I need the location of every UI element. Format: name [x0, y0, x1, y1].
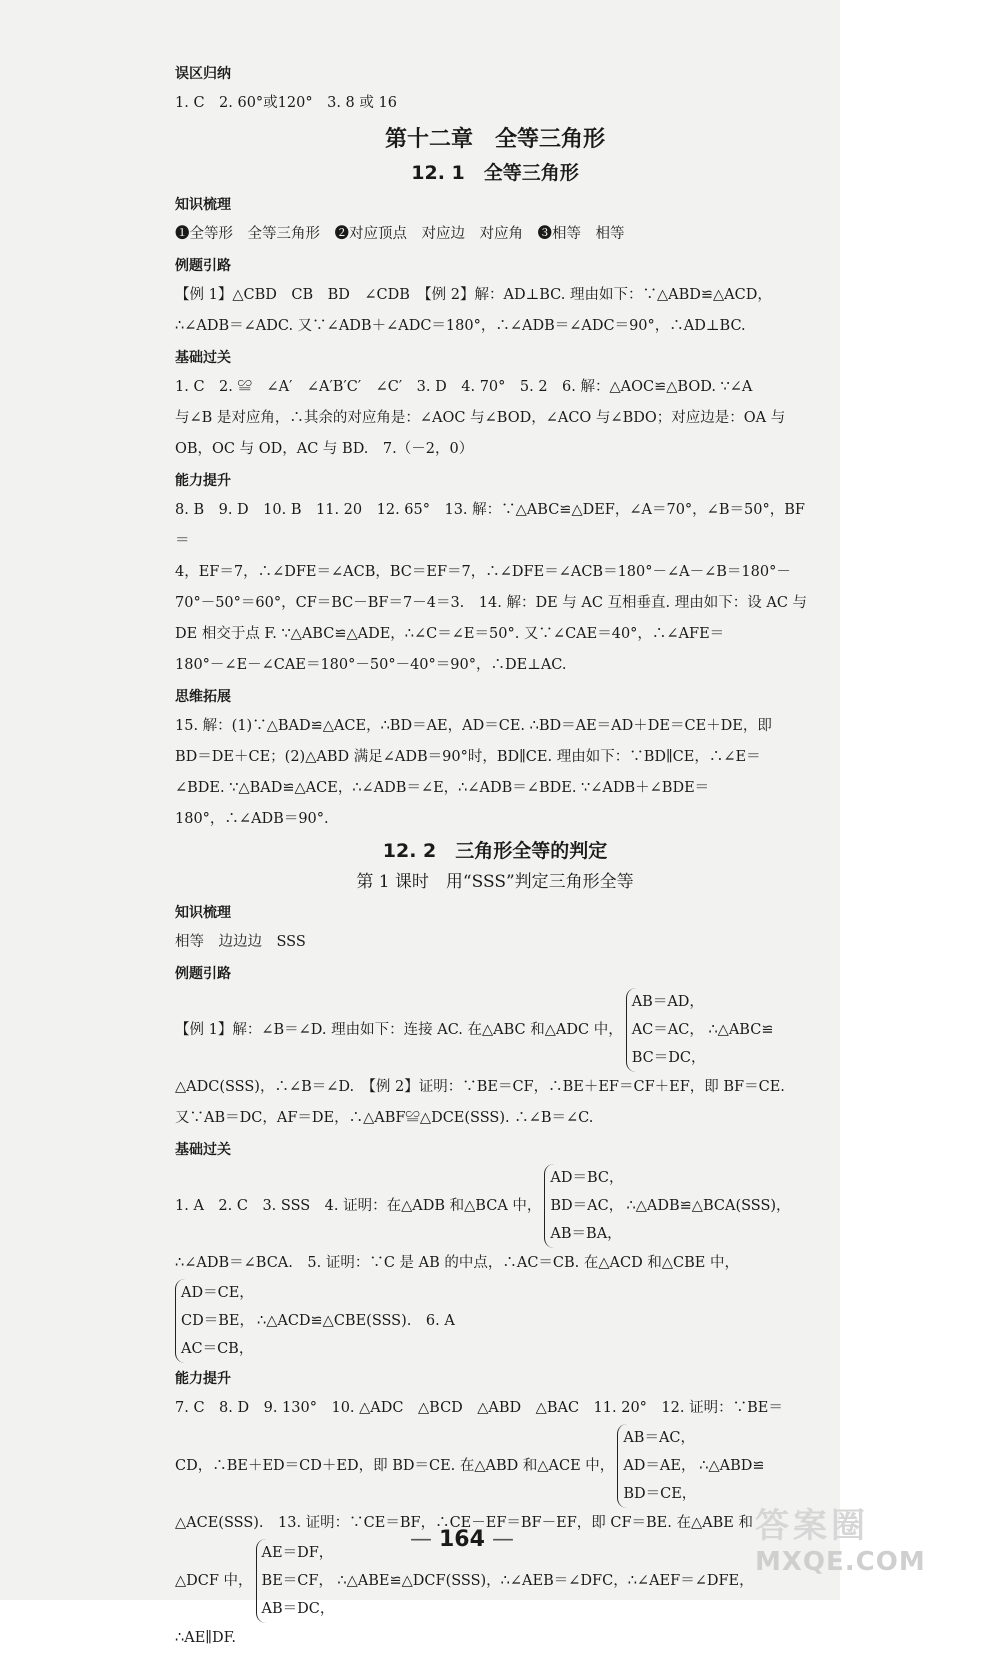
system-line: BD＝AC， — [550, 1198, 624, 1214]
knowledge-heading: 知识梳理 — [175, 197, 231, 213]
equation-system — [544, 1164, 623, 1248]
misc-heading: 误区归纳 — [175, 66, 231, 82]
ability-q13-post: ∴△ABE≌△DCF(SSS)，∴∠AEB＝∠DFC，∴∠AEF＝∠DFE， — [337, 1572, 754, 1589]
system-line: AC＝CB， — [181, 1341, 254, 1357]
thinking-line: BD＝DE＋CE；(2)△ABD 满足∠ADB＝90°时，BD∥CE. 理由如下：∵BD∥CE，∴∠E＝ — [175, 749, 761, 765]
system-line: BE＝CF， — [261, 1573, 333, 1589]
system-line: AD＝BC， — [550, 1170, 624, 1186]
lesson-title: 第 1 课时 用“SSS”判定三角形全等 — [356, 872, 634, 892]
example-1-pre: 【例 1】解：∠B＝∠D. 理由如下：连接 AC. 在△ABC 和△ADC 中， — [175, 1021, 623, 1038]
equation-system — [175, 1279, 254, 1363]
ability-line: 4，EF＝7，∴∠DFE＝∠ACB，BC＝EF＝7，∴∠DFE＝∠ACB＝180°－∠A－∠B＝180°－ — [175, 564, 791, 580]
system-line: AE＝DF， — [261, 1545, 334, 1561]
site-watermark — [755, 1498, 970, 1588]
basic-heading: 基础过关 — [175, 1142, 231, 1158]
basic-heading: 基础过关 — [175, 350, 231, 366]
knowledge-heading: 知识梳理 — [175, 905, 231, 921]
system-line: BC＝DC， — [631, 1050, 706, 1066]
system-line: CD＝BE， — [181, 1313, 254, 1329]
basic-q4-post: ∴△ADB≌△BCA(SSS)， — [626, 1197, 791, 1214]
examples-heading: 例题引路 — [175, 258, 231, 274]
system-line: AB＝AD， — [631, 994, 704, 1010]
basic-line: 与∠B 是对应角，∴其余的对应角是：∠AOC 与∠BOD，∠ACO 与∠BDO；对应边是：OA 与 — [175, 410, 786, 426]
ability-line: DE 相交于点 F. ∵△ABC≌△ADE，∴∠C＝∠E＝50°. 又∵∠CAE＝40°，∴∠AFE＝ — [175, 626, 725, 642]
ability-line: 7. C 8. D 9. 130° 10. △ADC △BCD △ABD △BAC 11. 20° 12. 证明：∵BE＝ — [175, 1400, 783, 1416]
page-number-value: 164 — [439, 1527, 485, 1552]
ability-line: 70°－50°＝60°，CF＝BC－BF＝7－4＝3. 14. 解：DE 与 AC 互相垂直. 理由如下：设 AC 与 — [175, 595, 808, 611]
basic-line: OB，OC 与 OD，AC 与 BD. 7.（－2，0） — [175, 441, 474, 457]
ability-line: △ACE(SSS). 13. 证明：∵CE＝BF，∴CE－EF＝BF－EF，即 CF＝BE. 在△ABE 和 — [175, 1515, 753, 1531]
page-number — [410, 1527, 514, 1552]
equation-system — [617, 1424, 696, 1508]
basic-line: ∴∠ADB＝∠BCA. 5. 证明：∵C 是 AB 的中点，∴AC＝CB. 在△ACD 和△CBE 中， — [175, 1255, 739, 1271]
basic-q4-row — [175, 1164, 815, 1248]
examples-heading: 例题引路 — [175, 966, 231, 982]
section-12-2-title: 12. 2 三角形全等的判定 — [382, 840, 608, 862]
example-1-post: ∴△ABC≌ — [708, 1021, 774, 1038]
examples-line: 又∵AB＝DC，AF＝DE，∴△ABF≌△DCE(SSS). ∴∠B＝∠C. — [175, 1110, 594, 1126]
ability-q12-pre: CD，∴BE＋ED＝CD＋ED，即 BD＝CE. 在△ABD 和△ACE 中， — [175, 1457, 615, 1474]
watermark-logo-text: 答案圈 — [755, 1506, 869, 1546]
ability-line: 180°－∠E－∠CAE＝180°－50°－40°＝90°，∴DE⊥AC. — [175, 657, 567, 673]
ability-line: ∴AE∥DF. — [175, 1630, 237, 1646]
thinking-line: 180°，∴∠ADB＝90°. — [175, 811, 329, 827]
equation-system — [626, 988, 706, 1072]
examples-line: △ADC(SSS)，∴∠B＝∠D. 【例 2】证明：∵BE＝CF，∴BE＋EF＝CF＋EF，即 BF＝CE. — [175, 1079, 785, 1095]
system-line: AD＝AE， — [623, 1458, 696, 1474]
basic-line: 1. C 2. ≌ ∠A′ ∠A′B′C′ ∠C′ 3. D 4. 70° 5. 2 6. 解：△AOC≌△BOD. ∵∠A — [175, 379, 753, 395]
ability-heading: 能力提升 — [175, 473, 231, 489]
knowledge-text: ❶全等形 全等三角形 ❷对应顶点 对应边 对应角 ❸相等 相等 — [175, 226, 625, 242]
ability-line: 8. B 9. D 10. B 11. 20 12. 65° 13. 解：∵△ABC≌△DEF，∠A＝70°，∠B＝50°，BF＝ — [175, 502, 805, 549]
section-12-1-title: 12. 1 全等三角形 — [411, 162, 579, 184]
page-dash-right: — — [491, 1527, 514, 1552]
basic-q5-row — [175, 1279, 815, 1363]
system-line: AB＝BA， — [550, 1226, 622, 1242]
watermark-url: MXQE.COM — [755, 1547, 926, 1577]
example-1-row — [175, 988, 815, 1072]
system-line: BD＝CE， — [623, 1486, 697, 1502]
page-dash-left: — — [410, 1527, 432, 1552]
basic-q5-post: ∴△ACD≌△CBE(SSS). 6. A — [256, 1312, 455, 1329]
ability-q13-pre: △DCF 中， — [175, 1572, 253, 1589]
ability-q12-row — [175, 1424, 815, 1508]
thinking-line: 15. 解：(1)∵△BAD≌△ACE，∴BD＝AE，AD＝CE. ∴BD＝AE＝AD＋DE＝CE＋DE，即 — [175, 718, 772, 734]
thinking-heading: 思维拓展 — [175, 689, 231, 705]
page-content — [175, 58, 815, 1654]
system-line: AD＝CE， — [181, 1285, 254, 1301]
misc-answers: 1. C 2. 60°或120° 3. 8 或 16 — [175, 95, 397, 111]
equation-system — [256, 1539, 335, 1623]
system-line: AC＝AC， — [631, 1022, 704, 1038]
basic-q4-pre: 1. A 2. C 3. SSS 4. 证明：在△ADB 和△BCA 中， — [175, 1197, 542, 1214]
ability-q12-post: ∴△ABD≌ — [699, 1457, 765, 1474]
system-line: AB＝DC， — [261, 1601, 335, 1617]
knowledge-text: 相等 边边边 SSS — [175, 934, 306, 950]
examples-line: ∴∠ADB＝∠ADC. 又∵∠ADB＋∠ADC＝180°，∴∠ADB＝∠ADC＝90°，∴AD⊥BC. — [175, 318, 746, 334]
thinking-line: ∠BDE. ∵△BAD≌△ACE，∴∠ADB＝∠E，∴∠ADB＝∠BDE. ∵∠ADB＋∠BDE＝ — [175, 780, 710, 796]
chapter-title: 第十二章 全等三角形 — [384, 127, 605, 152]
system-line: AB＝AC， — [623, 1430, 696, 1446]
ability-heading: 能力提升 — [175, 1371, 231, 1387]
examples-line: 【例 1】△CBD CB BD ∠CDB 【例 2】解：AD⊥BC. 理由如下：∵△ABD≌△ACD， — [175, 287, 772, 303]
